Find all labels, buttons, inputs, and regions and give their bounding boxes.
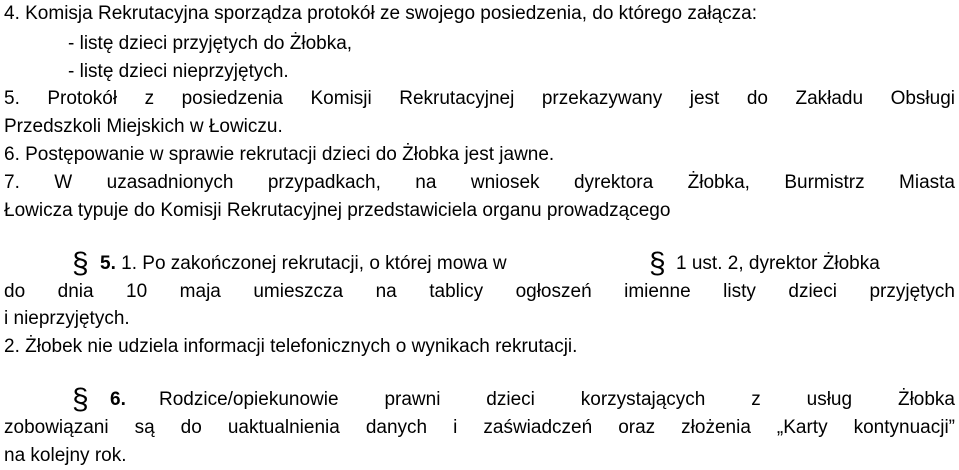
section-6-line-3: na kolejny rok.	[4, 445, 127, 466]
item-4-dash-2: - listę dzieci nieprzyjętych.	[68, 61, 289, 82]
item-4-text: 4. Komisja Rekrutacyjna sporządza protokół ze swojego posiedzenia, do którego załącza:	[4, 3, 758, 24]
section-5-p2: 2. Żłobek nie udziela informacji telefonicznych o wynikach rekrutacji.	[4, 336, 578, 357]
section-5-sign: §	[72, 247, 89, 280]
item-5-line-2: Przedszkoli Miejskich w Łowiczu.	[4, 116, 283, 137]
section-5-p1-ref: 1 ust. 2, dyrektor Żłobka	[676, 253, 880, 274]
section-5-number: 5.	[100, 253, 116, 274]
item-5-line-1: 5. Protokół z posiedzenia Komisji Rekrutacyjnej przekazywany jest do Zakładu Obsługi	[4, 88, 955, 109]
item-7-line-1: 7. W uzasadnionych przypadkach, na wniosek dyrektora Żłobka, Burmistrz Miasta	[4, 172, 955, 193]
item-6-text: 6. Postępowanie w sprawie rekrutacji dzieci do Żłobka jest jawne.	[4, 144, 555, 165]
item-4-dash-1: - listę dzieci przyjętych do Żłobka,	[68, 33, 353, 54]
section-5-ref-sign: §	[649, 247, 666, 280]
section-6-sign: §	[72, 383, 89, 416]
section-5-row	[4, 247, 955, 280]
section-5-p1-prefix: 1. Po zakończonej rekrutacji, o której mowa w	[121, 253, 507, 274]
item-7-line-2: Łowicza typuje do Komisji Rekrutacyjnej przedstawiciela organu prowadzącego	[4, 200, 671, 221]
section-6-line-2: zobowiązani są do uaktualnienia danych i zaświadczeń oraz złożenia „Karty kontynuacji”	[4, 417, 955, 438]
section-6-line-1-rest: Rodzice/opiekunowie prawni dzieci korzystających z usług Żłobka	[159, 389, 955, 410]
section-5-p1-line-2: do dnia 10 maja umieszcza na tablicy ogłoszeń imienne listy dzieci przyjętych	[4, 281, 955, 302]
section-5-p1-line-3: i nieprzyjętych.	[4, 308, 130, 329]
section-6-number: 6.	[110, 389, 126, 410]
section-6-row	[4, 383, 955, 416]
